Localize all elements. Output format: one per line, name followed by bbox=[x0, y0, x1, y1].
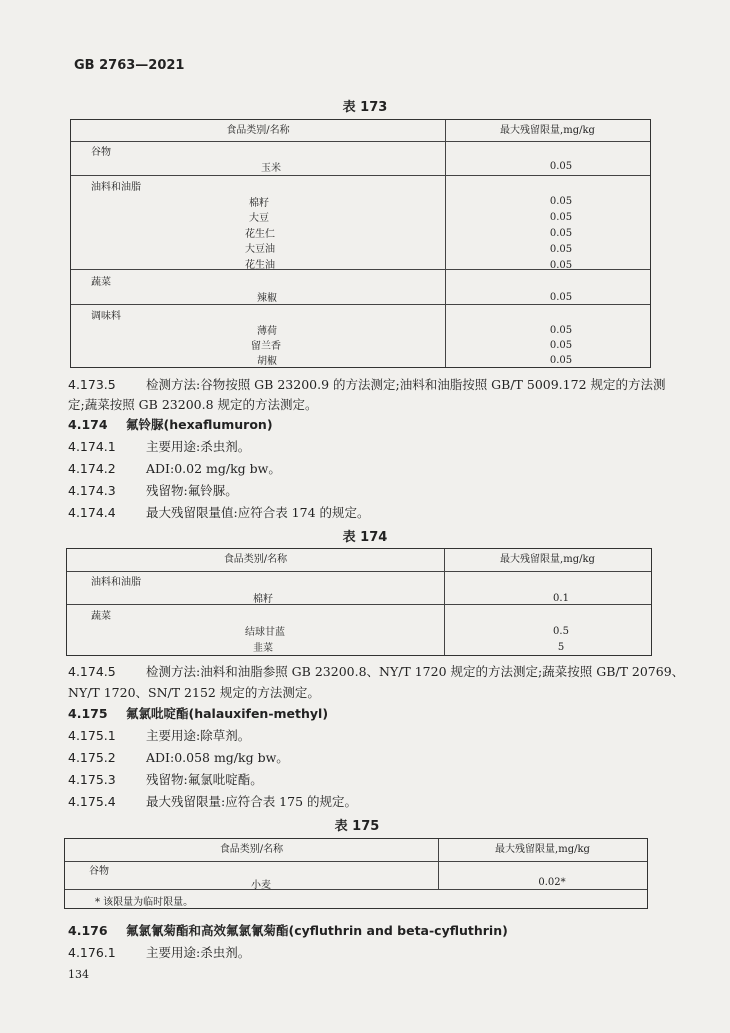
clause-number: 4.175.4 bbox=[68, 794, 116, 809]
table-cell: 0.05 bbox=[549, 196, 573, 207]
table-173-header-limit: 最大残留限量,mg/kg bbox=[500, 125, 595, 136]
clause-text: 最大残留限量值:应符合表 174 的规定。 bbox=[146, 505, 370, 520]
paragraph-4-176-1 bbox=[68, 943, 250, 963]
table-row: 蔬菜 bbox=[91, 611, 111, 622]
clause-text: 检测方法:谷物按照 GB 23200.9 的方法测定;油料和油脂按照 GB/T 5009.172 规定的方法测 bbox=[146, 377, 666, 392]
paragraph-4-173-5 bbox=[68, 375, 666, 395]
table-row: 留兰香 bbox=[251, 341, 281, 352]
section-4-174-heading bbox=[68, 415, 273, 435]
table-174 bbox=[66, 548, 652, 656]
table-173-header-name: 食品类别/名称 bbox=[226, 125, 290, 136]
section-title: 氟氯氰菊酯和高效氟氯氰菊酯(cyfluthrin and beta-cyfluthrin) bbox=[126, 923, 508, 938]
table-row: 棉籽 bbox=[249, 198, 269, 209]
clause-number: 4.175.2 bbox=[68, 750, 116, 765]
clause-number: 4.176.1 bbox=[68, 945, 116, 960]
table-cell: 5 bbox=[557, 642, 565, 653]
paragraph-4-174-5-cont: NY/T 1720、SN/T 2152 规定的方法测定。 bbox=[68, 685, 320, 700]
table-row: 大豆 bbox=[249, 213, 269, 224]
table-cell: 0.05 bbox=[549, 340, 573, 351]
table-cell: 0.05 bbox=[549, 212, 573, 223]
table-173 bbox=[70, 119, 651, 368]
clause-number: 4.175 bbox=[68, 706, 108, 721]
table-cell: 0.05 bbox=[549, 244, 573, 255]
table-174-header-name: 食品类别/名称 bbox=[223, 554, 288, 565]
table-cell: 0.05 bbox=[549, 325, 573, 336]
page-number: 134 bbox=[68, 968, 89, 981]
table-row: 玉米 bbox=[261, 163, 281, 174]
table-row: 薄荷 bbox=[257, 326, 277, 337]
table-row: 大豆油 bbox=[245, 244, 275, 255]
table-175 bbox=[64, 838, 648, 909]
clause-number: 4.175.3 bbox=[68, 772, 116, 787]
paragraph-4-174-3 bbox=[68, 481, 238, 501]
table-175-header-name: 食品类别/名称 bbox=[219, 844, 284, 855]
clause-text: ADI:0.058 mg/kg bw。 bbox=[146, 750, 289, 765]
clause-text: 最大残留限量:应符合表 175 的规定。 bbox=[146, 794, 358, 809]
table-cell: 0.1 bbox=[553, 593, 569, 604]
clause-number: 4.173.5 bbox=[68, 377, 116, 392]
clause-number: 4.174 bbox=[68, 417, 108, 432]
clause-number: 4.175.1 bbox=[68, 728, 116, 743]
table-row: 胡椒 bbox=[257, 356, 277, 367]
section-title: 氟铃脲(hexaflumuron) bbox=[126, 417, 273, 432]
table-row: 蔬菜 bbox=[91, 277, 111, 288]
clause-number: 4.176 bbox=[68, 923, 108, 938]
table-row: 油料和油脂 bbox=[91, 577, 141, 588]
table-row: 结球甘蓝 bbox=[245, 627, 285, 638]
table-row: 花生油 bbox=[245, 260, 275, 271]
paragraph-4-175-4 bbox=[68, 792, 357, 812]
clause-number: 4.174.2 bbox=[68, 461, 116, 476]
table-cell: 0.05 bbox=[549, 355, 573, 366]
clause-number: 4.174.4 bbox=[68, 505, 116, 520]
paragraph-4-174-1 bbox=[68, 437, 250, 457]
table-175-caption: 表 175 bbox=[334, 819, 380, 834]
table-cell: 0.02* bbox=[538, 877, 566, 888]
clause-text: 残留物:氟铃脲。 bbox=[146, 483, 238, 498]
table-row: 谷物 bbox=[91, 147, 111, 158]
table-cell: 0.05 bbox=[549, 161, 573, 172]
clause-text: 主要用途:杀虫剂。 bbox=[146, 439, 251, 454]
clause-number: 4.174.5 bbox=[68, 664, 116, 679]
clause-number: 4.174.3 bbox=[68, 483, 116, 498]
table-175-header-limit: 最大残留限量,mg/kg bbox=[495, 844, 590, 855]
paragraph-4-175-2 bbox=[68, 748, 289, 768]
paragraph-4-173-5-cont: 定;蔬菜按照 GB 23200.8 规定的方法测定。 bbox=[68, 397, 318, 412]
table-174-caption: 表 174 bbox=[342, 530, 388, 545]
table-cell: 0.05 bbox=[549, 292, 573, 303]
table-row: 辣椒 bbox=[257, 293, 277, 304]
table-footnote: * 该限量为临时限量。 bbox=[95, 897, 194, 908]
table-row: 谷物 bbox=[89, 866, 109, 877]
section-4-176-heading bbox=[68, 921, 508, 941]
clause-text: 残留物:氟氯吡啶酯。 bbox=[146, 772, 263, 787]
clause-text: 主要用途:除草剂。 bbox=[146, 728, 251, 743]
table-row: 调味料 bbox=[91, 311, 121, 322]
clause-text: 主要用途:杀虫剂。 bbox=[146, 945, 251, 960]
clause-text: 检测方法:油料和油脂参照 GB 23200.8、NY/T 1720 规定的方法测定;蔬菜按照 GB/T 20769、 bbox=[146, 664, 685, 679]
paragraph-4-174-5 bbox=[68, 662, 684, 682]
clause-number: 4.174.1 bbox=[68, 439, 116, 454]
paragraph-4-174-2 bbox=[68, 459, 281, 479]
table-cell: 0.05 bbox=[549, 228, 573, 239]
table-row: 小麦 bbox=[251, 880, 271, 891]
table-cell: 0.05 bbox=[549, 260, 573, 271]
paragraph-4-175-1 bbox=[68, 726, 250, 746]
table-cell: 0.5 bbox=[553, 626, 569, 637]
table-row: 花生仁 bbox=[245, 229, 275, 240]
table-row: 棉籽 bbox=[253, 594, 273, 605]
clause-text: ADI:0.02 mg/kg bw。 bbox=[146, 461, 281, 476]
table-173-caption: 表 173 bbox=[342, 100, 388, 115]
document-code: GB 2763—2021 bbox=[74, 58, 185, 73]
section-title: 氟氯吡啶酯(halauxifen-methyl) bbox=[126, 706, 329, 721]
table-row: 油料和油脂 bbox=[91, 182, 141, 193]
paragraph-4-175-3 bbox=[68, 770, 263, 790]
table-row: 韭菜 bbox=[253, 643, 273, 654]
section-4-175-heading bbox=[68, 704, 328, 724]
paragraph-4-174-4 bbox=[68, 503, 370, 523]
table-174-header-limit: 最大残留限量,mg/kg bbox=[500, 554, 595, 565]
